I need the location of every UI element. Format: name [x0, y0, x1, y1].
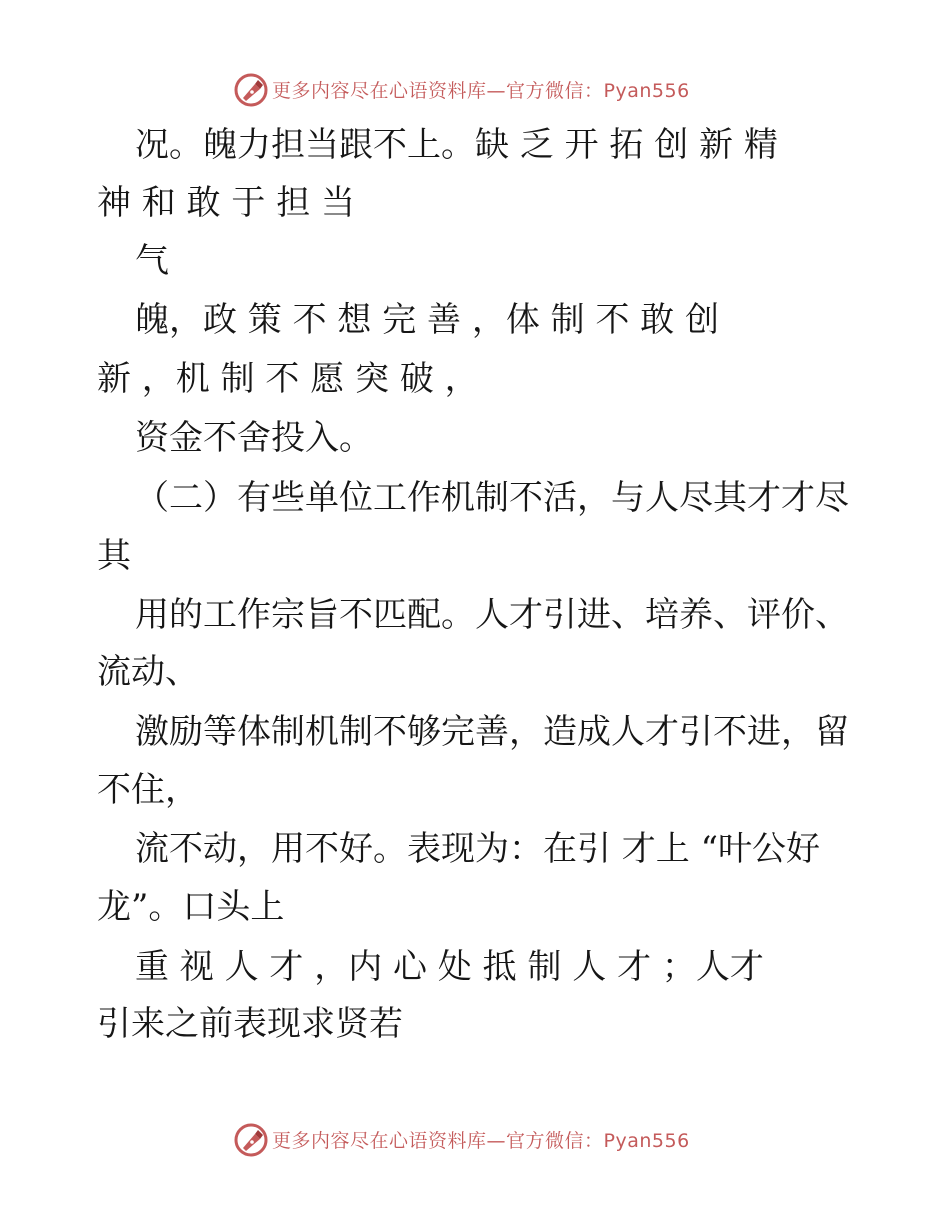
header-watermark-text: 更多内容尽在心语资料库—官方微信：Pyan556 — [272, 80, 690, 102]
body-line-8: 其 — [97, 536, 131, 576]
body-line-9: 用的工作宗旨不匹配。人才引进、培养、评价、 — [135, 595, 849, 635]
body-line-4: 魄，政 策 不 想 完 善 ，体 制 不 敢 创 — [135, 300, 720, 340]
body-line-5: 新 ，机 制 不 愿 突 破 ， — [97, 359, 479, 399]
body-line-13: 流不动，用不好。表现为：在引 才上 “叶公好 — [135, 829, 820, 869]
body-line-16: 引来之前表现求贤若 — [97, 1004, 403, 1044]
body-line-7: （二）有些单位工作机制不活，与人尽其才才尽 — [135, 478, 849, 518]
body-line-2: 神 和 敢 于 担 当 — [97, 183, 356, 223]
body-line-1: 况。魄力担当跟不上。缺 乏 开 拓 创 新 精 — [135, 125, 778, 165]
footer-watermark-text: 更多内容尽在心语资料库—官方微信：Pyan556 — [272, 1130, 690, 1152]
body-line-14: 龙”。口头上 — [97, 887, 285, 927]
body-line-11: 激励等体制机制不够完善，造成人才引不进，留 — [135, 712, 849, 752]
body-line-10: 流动、 — [97, 652, 199, 692]
footer-watermark-banner — [0, 1120, 950, 1160]
header-watermark-banner — [0, 70, 950, 110]
body-line-15: 重 视 人 才 ，内 心 处 抵 制 人 才 ；人才 — [135, 947, 764, 987]
pen-nib-logo-icon — [233, 1122, 269, 1158]
body-line-6: 资金不舍投入。 — [135, 418, 373, 458]
body-line-3: 气 — [135, 241, 169, 281]
body-line-12: 不住， — [97, 770, 199, 810]
pen-nib-logo-icon — [233, 72, 269, 108]
